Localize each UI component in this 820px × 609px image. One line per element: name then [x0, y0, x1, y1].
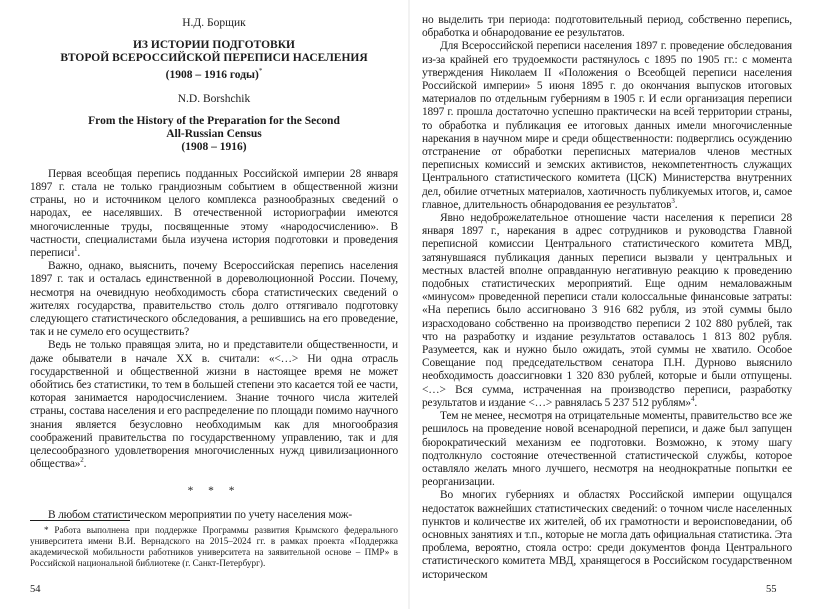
paragraph-end: . — [83, 458, 87, 471]
title-footnote-mark: * — [258, 67, 263, 75]
page-number-left: 54 — [30, 584, 41, 595]
footnote-ref: 4 — [690, 395, 695, 404]
title-en-line-1: From the History of the Preparation for the Second — [88, 114, 340, 127]
paragraph-continued — [422, 14, 792, 40]
paragraph-text: Первая всеобщая перепись подданных Российской империи 28 января 1897 г. стала не только грандиозным событием в общественной жизни страны, но и источником целого комплекса разнообразных сведений о народах, ее населявших. В отечественной историографии имеются многочисленные труды, посвященные этому «народосчислению». В частности, специалистами была изучена история подготовки и проведения переписи — [30, 167, 398, 260]
left-page — [0, 0, 408, 609]
paragraph — [422, 489, 792, 581]
footnote-ref: 3 — [671, 197, 675, 206]
title-en-line-3: (1908 – 1916) — [181, 140, 247, 153]
paragraph — [422, 40, 792, 212]
paragraph-end: . — [694, 396, 698, 409]
paragraph-text: Во многих губерниях и областях Российской империи ощущался недостаток важнейших статистических сведений: о точном числе населенных пунктов и количестве их жителей, об их грамотности и вероисповедании, об основных занятиях и т.п., которые не могла дать официальная статистика. Эта проблема, вероятно, стояла остро: среди документов фонда Центрального статистического комитета МВД, хранящегося в Российском государственном историческом — [422, 489, 792, 581]
paragraph-text: Важно, однако, выяснить, почему Всероссийская перепись населения 1897 г. так и осталась единственной в дореволюционной России. Почему, несмотря на очевидную необходимость сбора статистических сведений о жителях государства, правительство столь долго оттягивало подготовку следующего статистического обследования, а решившись на его проведение, так и не сумело его осуществить? — [30, 260, 398, 339]
paragraph-text: В любом статистическом мероприятии по учету населения мож- — [48, 508, 353, 521]
paragraph — [422, 410, 792, 489]
title-ru-line-1: ИЗ ИСТОРИИ ПОДГОТОВКИ — [132, 39, 296, 51]
paragraph-end: . — [674, 198, 678, 211]
footnote: * Работа выполнена при поддержке Программы развития Крымского федерального университета имени В.И. Вернадского на 2015–2024 гг. в рамках проекта «Поддержка академической мобильности работников университета на заявительной основе – ПМР» в Российской национальной библиотеке (г. Санкт-Петербург). — [30, 525, 398, 568]
paragraph-end: . — [77, 247, 81, 260]
right-body-text — [422, 14, 792, 582]
footnote-ref: 2 — [80, 456, 84, 465]
footnote-ref: 1 — [74, 245, 78, 254]
left-body-text — [30, 168, 398, 522]
title-ru-line-2: ВТОРОЙ ВСЕРОССИЙСКОЙ ПЕРЕПИСИ НАСЕЛЕНИЯ — [60, 52, 368, 64]
title-ru-line-3: (1908 – 1916 годы) — [165, 68, 259, 81]
paragraph — [30, 260, 398, 339]
paragraph-text: Для Всероссийской переписи населения 1897 г. проведение обследования из-за крайней его трудоемкости растянулось с 1895 по 1905 гг.: с момента утверждения Николаем II «Положения о Всеобщей переписи населения Российской империи» 5 июня 1895 г. до окончания выпусков итоговых материалов по отдельным губерниям в 1905 г. И если организация переписи 1897 г. прошла достаточно успешно практически на всей территории страны, то обработка и публикация ее итоговых данных имели многочисленные нарекания в научном мире и среди общественности: подверглись осуждению отстранение от обработки переписных материалов членов местных переписных комиссий и земских активистов, некомпетентность служащих Центрального статистического комитета (ЦСК) Министерства внутренних дел, обилие отчетных материалов, хаотичность публикуемых итогов, и, самое главное, длительность обнародования ее результатов — [422, 40, 792, 211]
author-name-ru: Н.Д. Борщик — [182, 17, 246, 29]
section-divider: * * * — [187, 484, 241, 497]
page-number-right: 55 — [766, 584, 777, 595]
paragraph-text: но выделить три периода: подготовительный период, собственно перепись, обработка и обнародование ее результатов. — [422, 14, 792, 40]
paragraph — [30, 339, 398, 471]
article-title-ru — [30, 39, 398, 82]
title-en-line-2: All-Russian Census — [166, 127, 262, 140]
paragraph — [30, 168, 398, 260]
paragraph — [422, 212, 792, 410]
paragraph-text: Ведь не только правящая элита, но и представители общественности, и даже обыватели в начале XX в. считали: «<…> Ни одна отрасль государственной и общественной жизни в настоящее время не может обойтись без статистики, то тем в большей степени это касается той ее части, которая занимается народосчислением. Знание точного числа жителей страны, состава населения и его распределение по площади помимо научного знания является безусловно необходимым как для многообразия соображений правительства по государственному управлению, так и для целесообразного удовлетворения многочисленных нужд цивилизационного общества» — [30, 339, 398, 471]
footnote-rule — [30, 520, 130, 521]
right-page — [410, 0, 820, 609]
paragraph-text: Тем не менее, несмотря на отрицательные моменты, правительство все же решилось на проведение новой всенародной переписи, и даже был запущен бюрократический механизм ее подготовки. Возможно, к этому шагу подтолкнуло состояние отечественной статистической службы, которое оставляло желать много лучшего, несмотря на неоднократные попытки ее реорганизации. — [422, 410, 792, 489]
paragraph-text: Явно недоброжелательное отношение части населения к переписи 28 января 1897 г., нарекания в адрес сотрудников и руководства Главной переписной комиссии Центрального статистического комитета МВД, затянувшаяся публикация данных переписи вызвали у центральных и местных властей вполне оправданную негативную реакцию к проведению подобных статистических мероприятий. Еще одним немаловажным «минусом» проведенной переписи стали колоссальные финансовые затраты: «На перепись было ассигновано 3 916 682 рубля, из этой суммы было израсходовано собственно на производство переписи 2 102 880 рублей, так что на разработку и издание результатов оставалось 1 813 802 рубля. Разумеется, как и нужно было ожидать, этой суммы не хватило. Особое Совещание под председательством сенатора П.Н. Дурново выяснило необходимость доассигновки 1 320 830 рублей, которые и были отпущены. <…> Вся сумма, истраченная на производство переписи, разработку результатов и издание <…> равнялась 5 237 512 рублям» — [422, 212, 792, 409]
article-title-en — [30, 115, 398, 154]
author-name-en: N.D. Borshchik — [177, 92, 251, 105]
